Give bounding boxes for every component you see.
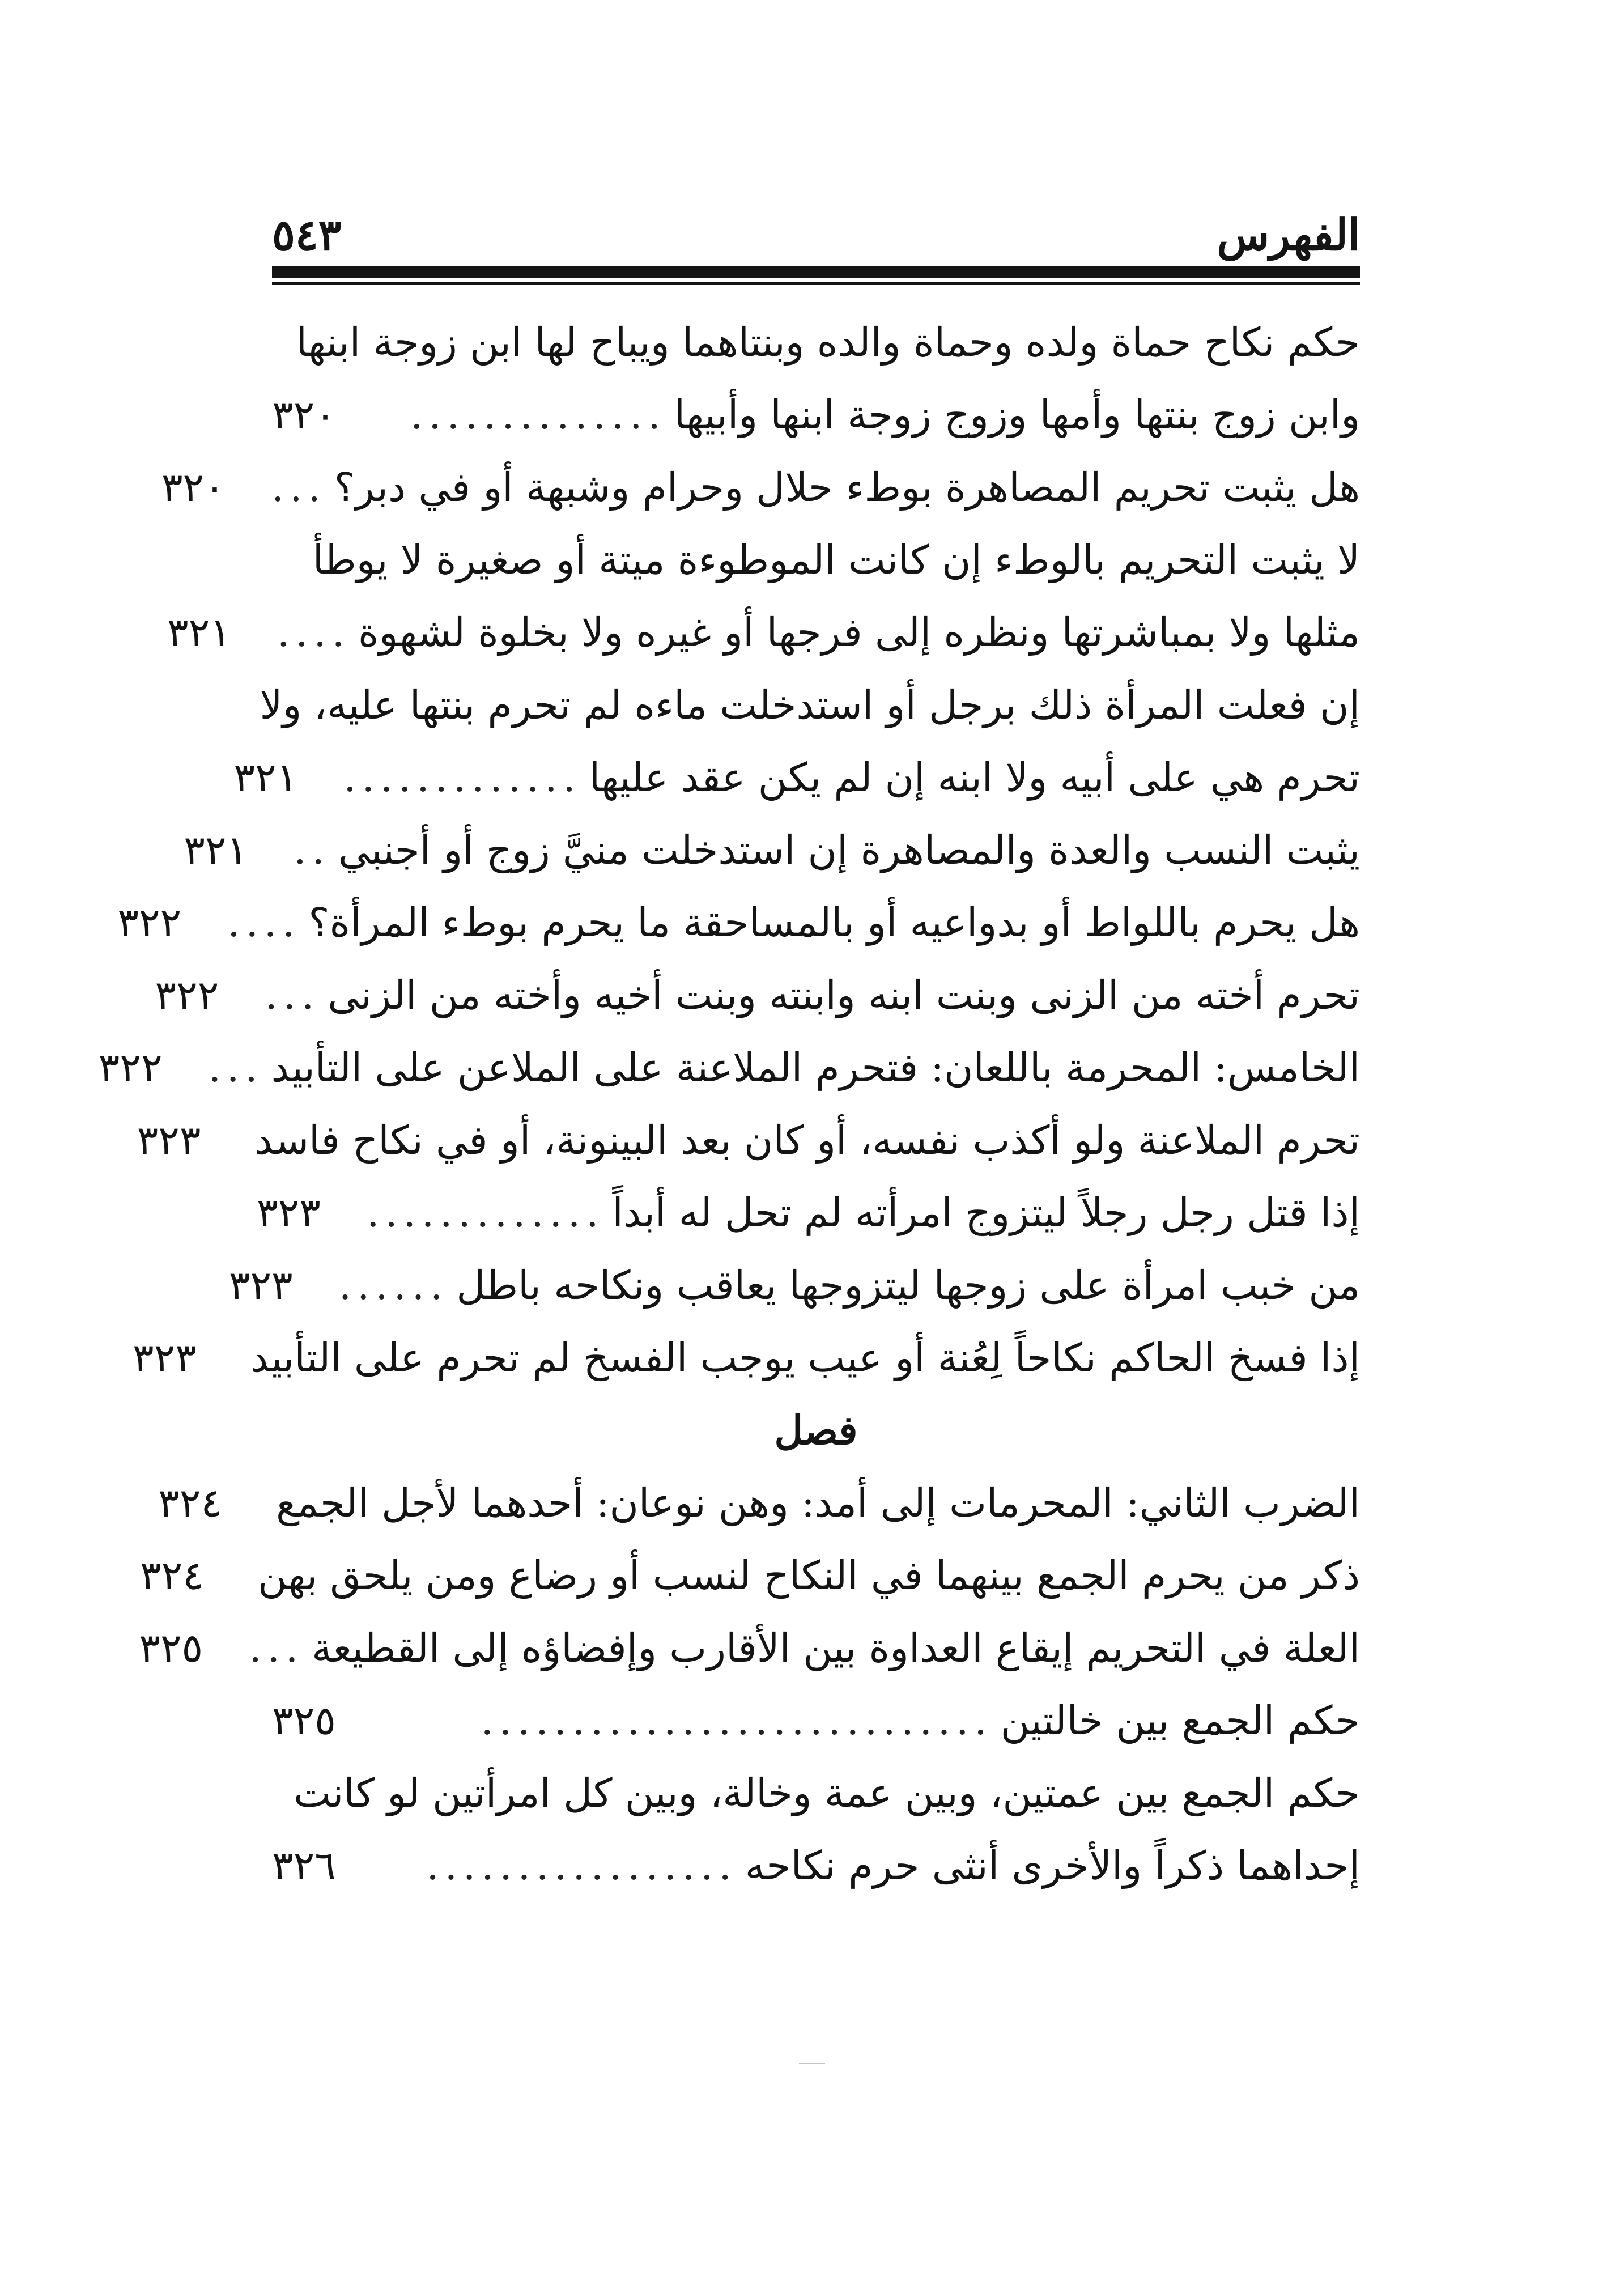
page-header: [272, 210, 1360, 266]
entry-page: ٣٢٤: [158, 1480, 222, 1526]
entry-page: ٣٢٣: [133, 1335, 197, 1381]
entry-text: هل يحرم باللواط أو بدواعيه أو بالمساحقة ما يحرم بوطء المرأة؟: [308, 899, 1360, 946]
entry-page: ٣٢٣: [257, 1190, 321, 1236]
entry-page: ٣٢٢: [117, 899, 182, 946]
entry-text: العلة في التحريم إيقاع العداوة بين الأقارب وإفضاؤه إلى القطيعة: [312, 1625, 1360, 1671]
entry-page: ٣٢٠: [161, 464, 226, 511]
index-entry: [272, 1684, 1360, 1757]
index-entry: [272, 1829, 1360, 1902]
entry-leader: ....: [277, 609, 350, 656]
index-entry: [272, 524, 1360, 596]
index-entry: [228, 1249, 1360, 1322]
entry-text: تحرم الملاعنة ولو أكذب نفسه، أو كان بعد البينونة، أو في نكاح فاسد: [254, 1117, 1360, 1164]
index-entry: [133, 1322, 1360, 1394]
entry-page: ٣٢٥: [139, 1625, 203, 1671]
index-entry: [167, 596, 1360, 669]
entry-text: حكم الجمع بين خالتين: [1000, 1697, 1360, 1744]
entry-page: ٣٢٠: [272, 392, 336, 438]
scan-mark: [799, 2063, 825, 2064]
entry-text: ذكر من يحرم الجمع بينهما في النكاح لنسب أو رضاع ومن يلحق بهن: [258, 1552, 1360, 1599]
entry-text: هل يثبت تحريم المصاهرة بوطء حلال وحرام وشبهة أو في دبر؟: [334, 464, 1360, 511]
index-entry: [155, 959, 1360, 1031]
entry-page: ٣٢٤: [140, 1552, 204, 1599]
entry-text: مثلها ولا بمباشرتها ونظره إلى فرجها أو غيره ولا بخلوة لشهوة: [358, 609, 1360, 656]
index-entry: [260, 669, 1360, 741]
running-title: الفهرس: [1217, 210, 1360, 260]
entry-text: حكم الجمع بين عمتين، وبين عمة وخالة، وبين كل امرأتين لو كانت: [294, 1770, 1360, 1816]
entry-text: إن فعلت المرأة ذلك برجل أو استدخلت ماءه لم تحرم بنتها عليه، ولا: [260, 682, 1360, 728]
index-entry: [184, 814, 1360, 886]
section-heading: [272, 1394, 1360, 1467]
entry-text: يثبت النسب والعدة والمصاهرة إن استدخلت منيَّ زوج أو أجنبي: [338, 827, 1360, 873]
entry-page: ٣٢١: [184, 827, 248, 873]
entry-leader: ............................: [481, 1697, 993, 1744]
entry-leader: ...: [271, 464, 326, 511]
section-heading-text: فصل: [774, 1407, 858, 1454]
index-entry: [233, 741, 1360, 814]
index-entry: [161, 451, 1360, 524]
entry-page: ٣٢٥: [272, 1697, 336, 1744]
index-entries: [98, 306, 1360, 1902]
header-rule-thin: [272, 282, 1360, 285]
entry-leader: .............: [343, 754, 581, 801]
entry-text: إحداهما ذكراً والأخرى أنثى حرم نكاحه: [745, 1842, 1360, 1889]
entry-page: ٣٢١: [167, 609, 231, 656]
entry-leader: ..: [294, 827, 330, 873]
entry-text: تحرم هي على أبيه ولا ابنه إن لم يكن عقد عليها: [589, 754, 1360, 801]
index-entry: [158, 1467, 1360, 1539]
entry-page: ٣٢٢: [98, 1044, 163, 1091]
index-entry: [117, 886, 1360, 959]
index-entry: [98, 1031, 1360, 1104]
entry-page: ٣٢٣: [228, 1262, 293, 1309]
entry-leader: ....: [227, 899, 301, 946]
entry-text: الخامس: المحرمة باللعان: فتحرم الملاعنة على الملاعن على التأبيد: [271, 1044, 1360, 1091]
entry-leader: ..............: [410, 392, 666, 438]
entry-leader: ...: [249, 1625, 304, 1671]
page-number: ٥٤٣: [272, 210, 342, 260]
entry-text: إذا فسخ الحاكم نكاحاً لِعُنة أو عيب يوجب الفسخ لم تحرم على التأبيد: [250, 1335, 1360, 1381]
entry-leader: ...: [265, 972, 320, 1018]
entry-page: ٣٢١: [233, 754, 298, 801]
entry-page: ٣٢٣: [137, 1117, 201, 1164]
index-entry: [137, 1104, 1360, 1177]
index-entry: [272, 1757, 1360, 1829]
entry-page: ٣٢٦: [272, 1842, 336, 1889]
index-entry: [272, 379, 1360, 451]
header-rule-thick: [272, 266, 1360, 278]
index-entry: [257, 1177, 1360, 1249]
entry-text: لا يثبت التحريم بالوطء إن كانت الموطوءة ميتة أو صغيرة لا يوطأ: [312, 537, 1360, 583]
entry-leader: .................: [426, 1842, 737, 1889]
entry-text: إذا قتل رجل رجلاً ليتزوج امرأته لم تحل له أبداً: [612, 1190, 1360, 1236]
entry-leader: ...: [208, 1044, 263, 1091]
entry-text: وابن زوج بنتها وأمها وزوج زوجة ابنها وأبيها: [674, 392, 1360, 438]
entry-text: من خبب امرأة على زوجها ليتزوجها يعاقب ونكاحه باطل: [456, 1262, 1360, 1309]
index-entry: [139, 1612, 1360, 1684]
index-entry: [140, 1539, 1360, 1612]
entry-text: تحرم أخته من الزنى وبنت ابنه وابنته وبنت أخيه وأخته من الزنى: [328, 972, 1360, 1018]
entry-text: حكم نكاح حماة ولده وحماة والده وبنتاهما ويباح لها ابن زوجة ابنها: [296, 319, 1360, 366]
entry-leader: .............: [367, 1190, 605, 1236]
entry-page: ٣٢٢: [155, 972, 219, 1018]
entry-text: الضرب الثاني: المحرمات إلى أمد: وهن نوعان: أحدهما لأجل الجمع: [276, 1480, 1360, 1526]
entry-leader: ......: [338, 1262, 449, 1309]
index-entry: [272, 306, 1360, 379]
